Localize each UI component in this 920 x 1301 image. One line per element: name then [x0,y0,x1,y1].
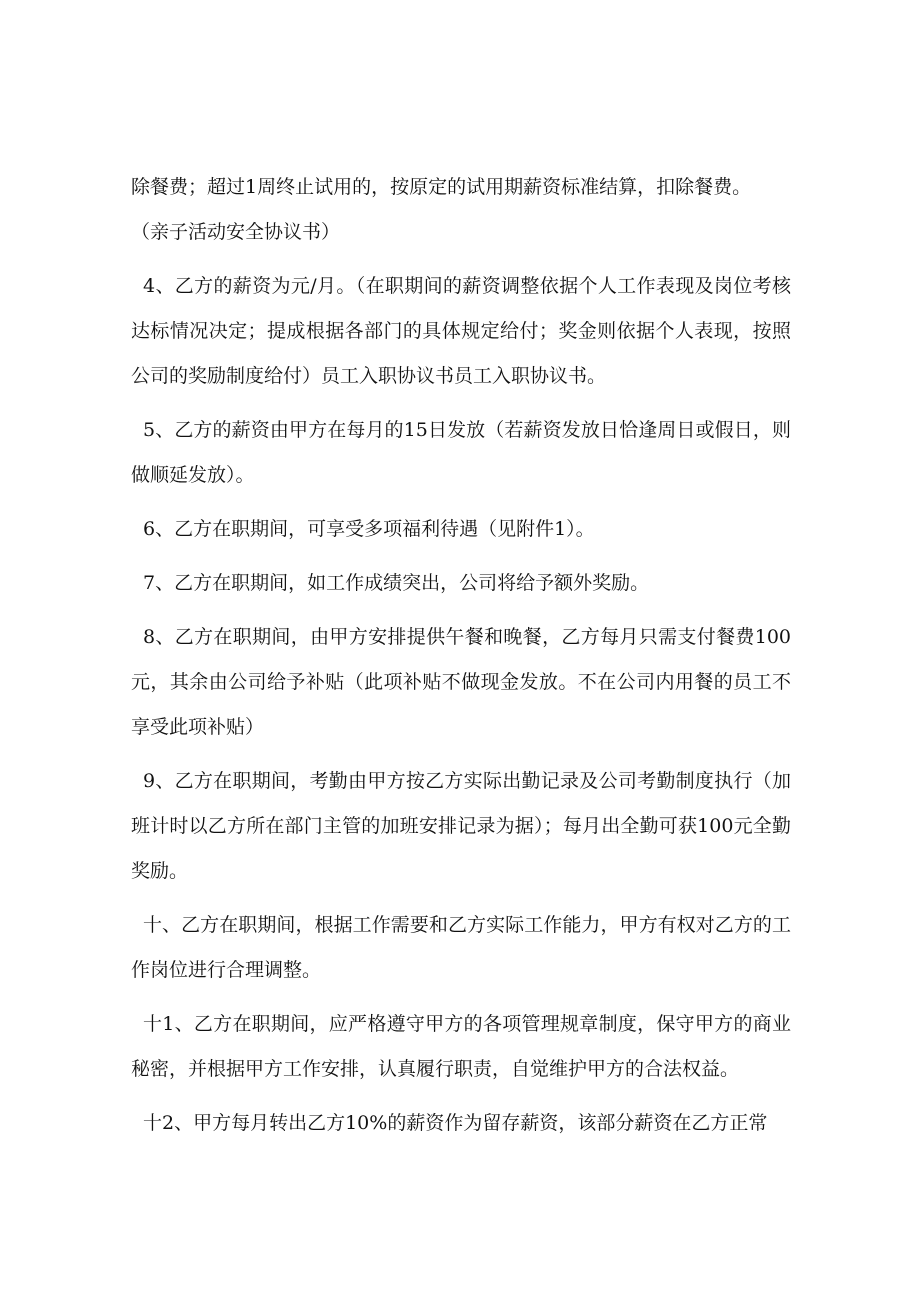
paragraph-salary: 4、乙方的薪资为元/月。（在职期间的薪资调整依据个人工作表现及岗位考核达标情况决定；提成根据各部门的具体规定给付；奖金则依据个人表现，按照公司的奖励制度给付）员工入职协议书员工入职协议书。 [131,275,791,387]
paragraph-meal-cost: 除餐费；超过1周终止试用的，按原定的试用期薪资标准结算，扣除餐费。 [131,176,752,198]
paragraph-reward: 7、乙方在职期间，如工作成绩突出，公司将给予额外奖励。 [143,572,650,594]
paragraph-meals: 8、乙方在职期间，由甲方安排提供午餐和晚餐，乙方每月只需支付餐费100元，其余由公司给予补贴（此项补贴不做现金发放。不在公司内用餐的员工不享受此项补贴） [131,626,791,738]
paragraph-benefits: 6、乙方在职期间，可享受多项福利待遇（见附件1）。 [143,518,595,540]
paragraph-position-adjustment: 十、乙方在职期间，根据工作需要和乙方实际工作能力，甲方有权对乙方的工作岗位进行合理调整。 [131,914,791,981]
paragraph-rules-compliance: 十1、乙方在职期间，应严格遵守甲方的各项管理规章制度，保守甲方的商业秘密，并根据甲方工作安排，认真履行职责，自觉维护甲方的合法权益。 [131,1013,791,1080]
paragraph-retained-salary: 十2、甲方每月转出乙方10%的薪资作为留存薪资，该部分薪资在乙方正常 [143,1112,768,1134]
paragraph-title-note: （亲子活动安全协议书） [131,221,341,243]
document-body [131,165,791,1155]
paragraph-pay-date: 5、乙方的薪资由甲方在每月的15日发放（若薪资发放日恰逢周日或假日，则做顺延发放）。 [131,419,791,486]
paragraph-attendance: 9、乙方在职期间，考勤由甲方按乙方实际出勤记录及公司考勤制度执行（加班计时以乙方所在部门主管的加班安排记录为据）；每月出全勤可获100元全勤奖励。 [131,770,791,882]
